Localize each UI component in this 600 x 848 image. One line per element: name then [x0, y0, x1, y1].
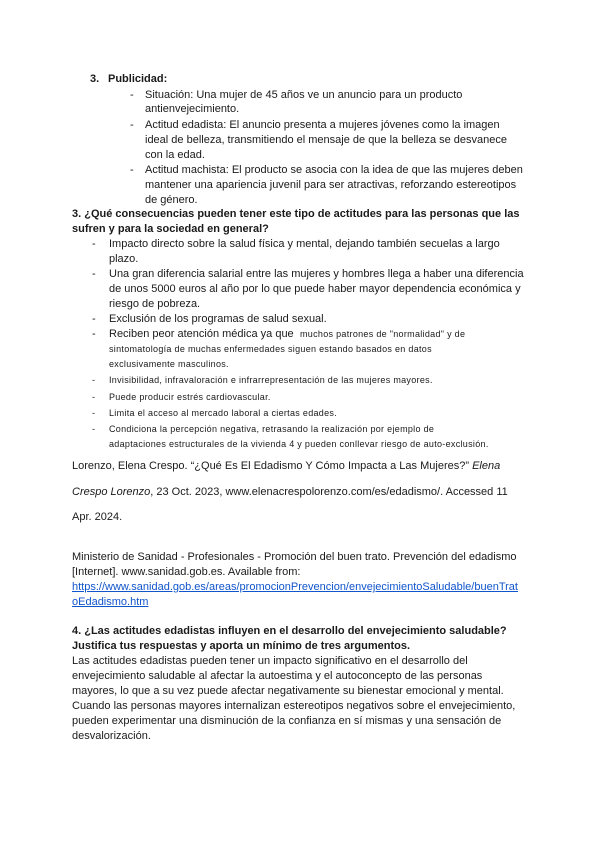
citation-line [72, 458, 500, 474]
list-item-line: muchos patrones de "normalidad" y de [300, 329, 466, 339]
citation-source: Elena [472, 460, 501, 472]
question-heading: 4. ¿Las actitudes edadistas influyen en el desarrollo del envejecimiento saludable? [72, 625, 507, 637]
citation-line [72, 484, 508, 500]
paragraph-line: pueden experimentar una disminución de la confianza en sí mismas y una sensación de [72, 715, 502, 727]
list-item-line: ideal de belleza, transmitiendo el mensaje de que la belleza se desvanece [145, 134, 508, 146]
list-item-line: Limita el acceso al mercado laboral a ciertas edades. [109, 408, 338, 418]
dash-bullet: - [92, 392, 96, 402]
list-item-line: Condiciona la percepción negativa, retrasando la realización por ejemplo de [109, 424, 435, 434]
list-item-line: Una gran diferencia salarial entre las mujeres y hombres llega a haber una diferencia [109, 268, 524, 280]
dash-bullet: - [92, 375, 96, 385]
paragraph-line: envejecimiento saludable al afectar la autoestima y el autoconcepto de las personas [72, 670, 483, 682]
dash-bullet: - [130, 164, 134, 176]
question-heading: 3. ¿Qué consecuencias pueden tener este tipo de actitudes para las personas que las [72, 208, 520, 220]
citation-line: Apr. 2024. [72, 511, 123, 523]
dash-bullet: - [92, 313, 96, 325]
dash-bullet: - [130, 119, 134, 131]
question-heading: sufren y para la sociedad en general? [72, 223, 269, 235]
list-item-line: sintomatología de muchas enfermedades siguen estando basados en datos [109, 344, 432, 354]
list-item-line: antienvejecimiento. [145, 103, 240, 115]
dash-bullet: - [92, 328, 96, 340]
list-item-line: Invisibilidad, infravaloración e infrarrepresentación de las mujeres mayores. [109, 375, 433, 385]
paragraph-line: Las actitudes edadistas pueden tener un impacto significativo en el desarrollo del [72, 655, 468, 667]
source-link[interactable]: oEdadismo.htm [72, 596, 149, 608]
list-item-line: Impacto directo sobre la salud física y mental, dejando también secuelas a largo [109, 238, 500, 250]
source-link[interactable]: https://www.sanidad.gob.es/areas/promocionPrevencion/envejecimientoSaludable/buenTrat [72, 581, 518, 593]
list-item-line: mantener una apariencia juvenil para ser atractivas, reforzando estereotipos [145, 179, 517, 191]
paragraph-line: Cuando las personas mayores internalizan estereotipos negativos sobre el envejecimiento, [72, 700, 516, 712]
list-item-line: exclusivamente masculinos. [109, 359, 229, 369]
list-item-line: plazo. [109, 253, 139, 265]
dash-bullet: - [130, 89, 134, 101]
citation-source: Crespo Lorenzo [72, 486, 151, 498]
list-item-line: Situación: Una mujer de 45 años ve un anuncio para un producto [145, 89, 463, 101]
list-item-line: Puede producir estrés cardiovascular. [109, 392, 271, 402]
paragraph-line: mayores, lo que a su vez puede afectar negativamente su bienestar emocional y mental. [72, 685, 504, 697]
citation-text: Lorenzo, Elena Crespo. “¿Qué Es El Edadismo Y Cómo Impacta a Las Mujeres?” [72, 460, 473, 472]
citation-line: Ministerio de Sanidad - Profesionales - Promoción del buen trato. Prevención del edadismo [72, 551, 517, 563]
list-item-line: Actitud edadista: El anuncio presenta a mujeres jóvenes como la imagen [145, 119, 500, 131]
list-item-line: de unos 5000 euros al año por lo que puede haber mayor dependencia económica y [109, 283, 521, 295]
section-heading: Publicidad: [108, 73, 168, 85]
list-item-line: de género. [145, 194, 198, 206]
list-number: 3. [90, 73, 100, 85]
list-item-line: riesgo de pobreza. [109, 298, 201, 310]
citation-text: , 23 Oct. 2023, www.elenacrespolorenzo.com/es/edadismo/. Accessed 11 [150, 486, 508, 498]
question-heading: Justifica tus respuestas y aporta un mínimo de tres argumentos. [72, 640, 411, 652]
list-item-line: Actitud machista: El producto se asocia con la idea de que las mujeres deben [145, 164, 523, 176]
dash-bullet: - [92, 408, 96, 418]
paragraph-line: desvalorización. [72, 730, 151, 742]
dash-bullet: - [92, 424, 96, 434]
dash-bullet: - [92, 238, 96, 250]
list-item-lead: Reciben peor atención médica ya que [109, 328, 294, 340]
list-item-line: Exclusión de los programas de salud sexual. [109, 313, 327, 325]
dash-bullet: - [92, 268, 96, 280]
list-item-line: con la edad. [145, 149, 205, 161]
list-item-line: adaptaciones estructurales de la vivienda 4 y pueden conllevar riesgo de auto-exclusión. [109, 439, 489, 449]
citation-line: [Internet]. www.sanidad.gob.es. Available from: [72, 566, 301, 578]
